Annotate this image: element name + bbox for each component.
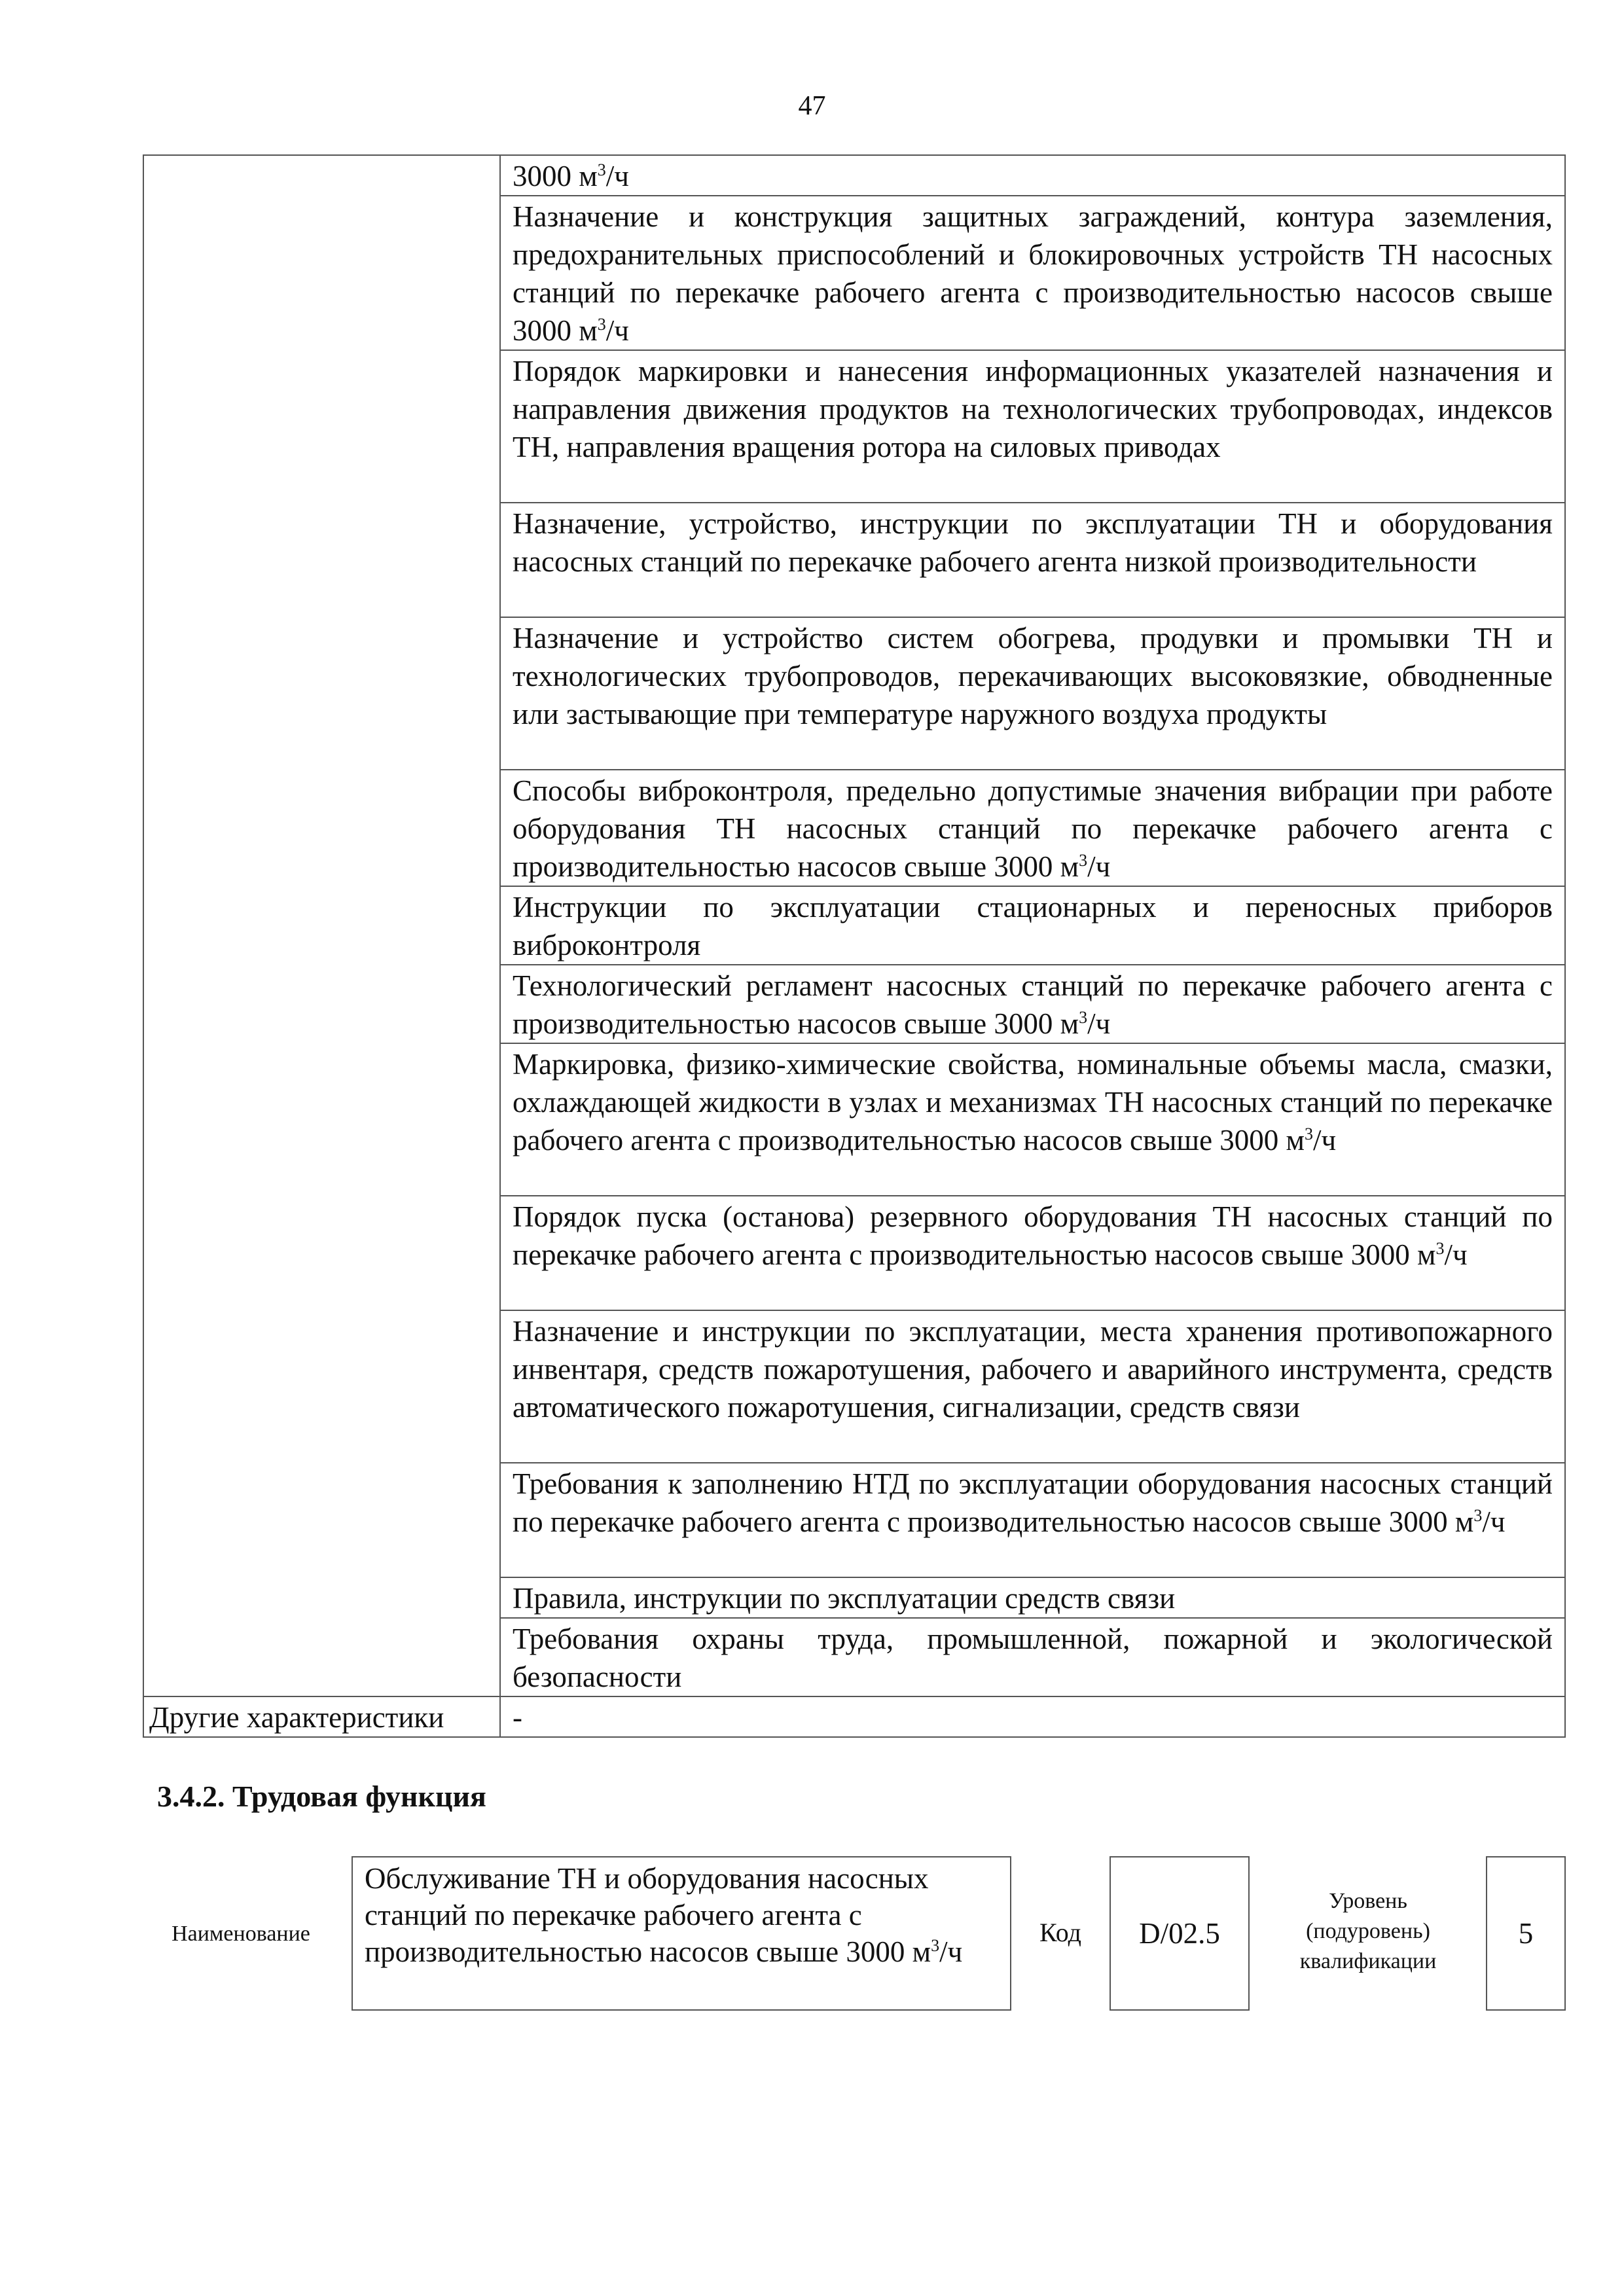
table-row: Технологический регламент насосных станций по перекачке рабочего агента с производительностью насосов свыше 3000 $м^3/ч$ xyxy=(500,965,1565,1043)
code-box: D/02.5 xyxy=(1110,1856,1250,2011)
level-box: 5 xyxy=(1486,1856,1566,2011)
table-row: Назначение, устройство, инструкции по эксплуатации ТН и оборудования насосных станций по перекачке рабочего агента низкой производительности xyxy=(500,503,1565,617)
empty-label-cell xyxy=(143,155,500,1696)
table-row: Назначение и инструкции по эксплуатации, места хранения противопожарного инвентаря, средств пожаротушения, рабочего и аварийного инструмента, средств автоматического пожаротушения, сигнализации, средств связи xyxy=(500,1310,1565,1463)
table-row: Маркировка, физико-химические свойства, номинальные объемы масла, смазки, охлаждающей жидкости в узлах и механизмах ТН насосных станций по перекачке рабочего агента с производительностью насосов свыше 3000 $м^3/ч$ xyxy=(500,1043,1565,1196)
function-name-box: Обслуживание ТН и оборудования насосных станций по перекачке рабочего агента с производительностью насосов свыше 3000 $м^3/ч$ xyxy=(352,1856,1011,2011)
table-row: Требования охраны труда, промышленной, пожарной и экологической безопасности xyxy=(500,1618,1565,1696)
table-row: Назначение и устройство систем обогрева, продувки и промывки ТН и технологических трубопроводов, перекачивающих высоковязкие, обводненные или застывающие при температуре наружного воздуха продукты xyxy=(500,617,1565,770)
code-label: Код xyxy=(1039,1918,1081,1947)
level-label-line-2: (подуровень) xyxy=(1306,1919,1430,1943)
section-heading: 3.4.2. Трудовая функция xyxy=(157,1780,486,1813)
knowledge-table xyxy=(143,154,1566,1738)
level-label xyxy=(1260,1886,1476,1977)
page-number: 47 xyxy=(798,91,826,121)
table-row: Требования к заполнению НТД по эксплуатации оборудования насосных станций по перекачке рабочего агента с производительностью насосов свыше 3000 $м^3/ч$ xyxy=(500,1463,1565,1577)
level-label-line-1: Уровень xyxy=(1329,1889,1407,1913)
table-row: Правила, инструкции по эксплуатации средств связи xyxy=(500,1577,1565,1618)
name-label: Наименование xyxy=(171,1922,310,1946)
table-row: 3000 $м^3/ч$ xyxy=(500,155,1565,196)
table-row: Назначение и конструкция защитных заграждений, контура заземления, предохранительных приспособлений и блокировочных устройств ТН насосных станций по перекачке рабочего агента с производительностью насосов свыше 3000 $м^3/ч$ xyxy=(500,196,1565,350)
other-characteristics-label: Другие характеристики xyxy=(143,1696,500,1737)
table-row: Порядок маркировки и нанесения информационных указателей назначения и направления движения продуктов на технологических трубопроводах, индексов ТН, направления вращения ротора на силовых приводах xyxy=(500,350,1565,503)
table-row: Порядок пуска (останова) резервного оборудования ТН насосных станций по перекачке рабочего агента с производительностью насосов свыше 3000 $м^3/ч$ xyxy=(500,1196,1565,1310)
level-label-line-3: квалификации xyxy=(1299,1949,1437,1973)
other-characteristics-value: - xyxy=(500,1696,1565,1737)
table-row: Инструкции по эксплуатации стационарных и переносных приборов виброконтроля xyxy=(500,886,1565,965)
table-row: Способы виброконтроля, предельно допустимые значения вибрации при работе оборудования ТН насосных станций по перекачке рабочего агента с производительностью насосов свыше 3000 $м^3/ч$ xyxy=(500,770,1565,886)
